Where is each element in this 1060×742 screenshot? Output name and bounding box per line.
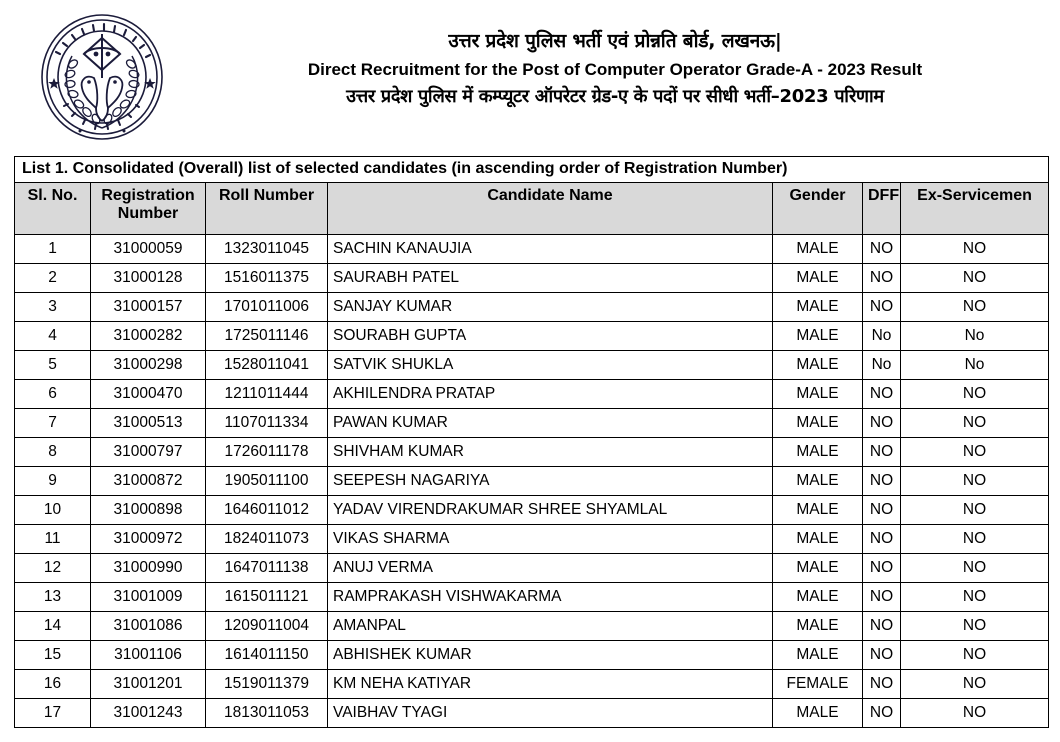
column-header-sl-no[interactable]: Sl. No. (15, 183, 91, 235)
cell-gender: MALE (773, 293, 863, 322)
cell-gender: MALE (773, 438, 863, 467)
cell-roll-number: 1614011150 (206, 641, 328, 670)
cell-gender: MALE (773, 583, 863, 612)
cell-gender: FEMALE (773, 670, 863, 699)
cell-dff: NO (863, 235, 901, 264)
table-head (15, 157, 1049, 235)
cell-ex-servicemen: No (901, 322, 1049, 351)
cell-gender: MALE (773, 264, 863, 293)
cell-registration: 31000059 (91, 235, 206, 264)
cell-roll-number: 1701011006 (206, 293, 328, 322)
cell-ex-servicemen: NO (901, 380, 1049, 409)
cell-dff: NO (863, 612, 901, 641)
cell-ex-servicemen: NO (901, 496, 1049, 525)
cell-ex-servicemen: NO (901, 235, 1049, 264)
cell-registration: 31000128 (91, 264, 206, 293)
cell-ex-servicemen: NO (901, 612, 1049, 641)
column-header-candidate-name[interactable]: Candidate Name (328, 183, 773, 235)
cell-ex-servicemen: NO (901, 670, 1049, 699)
cell-sl-no: 2 (15, 264, 91, 293)
cell-registration: 31000990 (91, 554, 206, 583)
table-row[interactable] (15, 322, 1049, 351)
cell-dff: NO (863, 467, 901, 496)
recruitment-title-english: Direct Recruitment for the Post of Computer Operator Grade-A - 2023 Result (307, 60, 923, 79)
cell-sl-no: 11 (15, 525, 91, 554)
cell-ex-servicemen: NO (901, 699, 1049, 728)
cell-roll-number: 1647011138 (206, 554, 328, 583)
table-row[interactable] (15, 293, 1049, 322)
cell-roll-number: 1725011146 (206, 322, 328, 351)
cell-sl-no: 17 (15, 699, 91, 728)
cell-dff: NO (863, 264, 901, 293)
column-header-dff[interactable]: DFF (863, 183, 901, 235)
cell-gender: MALE (773, 235, 863, 264)
cell-dff: NO (863, 670, 901, 699)
cell-sl-no: 9 (15, 467, 91, 496)
cell-gender: MALE (773, 351, 863, 380)
table-row[interactable] (15, 235, 1049, 264)
up-police-board-emblem (38, 12, 166, 142)
table-row[interactable] (15, 699, 1049, 728)
cell-registration: 31000157 (91, 293, 206, 322)
cell-dff: NO (863, 380, 901, 409)
cell-ex-servicemen: NO (901, 467, 1049, 496)
cell-roll-number: 1323011045 (206, 235, 328, 264)
cell-dff: NO (863, 496, 901, 525)
cell-ex-servicemen: NO (901, 264, 1049, 293)
cell-dff: NO (863, 699, 901, 728)
cell-sl-no: 4 (15, 322, 91, 351)
cell-dff: No (863, 351, 901, 380)
cell-gender: MALE (773, 322, 863, 351)
cell-gender: MALE (773, 496, 863, 525)
cell-dff: NO (863, 409, 901, 438)
cell-dff: No (863, 322, 901, 351)
cell-registration: 31000898 (91, 496, 206, 525)
cell-gender: MALE (773, 699, 863, 728)
cell-roll-number: 1516011375 (206, 264, 328, 293)
table-row[interactable] (15, 525, 1049, 554)
cell-sl-no: 6 (15, 380, 91, 409)
cell-roll-number: 1528011041 (206, 351, 328, 380)
cell-candidate-name: VAIBHAV TYAGI (328, 699, 773, 728)
cell-registration: 31001086 (91, 612, 206, 641)
table-row[interactable] (15, 409, 1049, 438)
cell-roll-number: 1726011178 (206, 438, 328, 467)
column-header-ex-servicemen[interactable]: Ex-Servicemen (901, 183, 1049, 235)
cell-ex-servicemen: NO (901, 583, 1049, 612)
cell-sl-no: 1 (15, 235, 91, 264)
cell-candidate-name: AKHILENDRA PRATAP (328, 380, 773, 409)
list-title-row (15, 157, 1049, 183)
table-row[interactable] (15, 438, 1049, 467)
cell-candidate-name: SEEPESH NAGARIYA (328, 467, 773, 496)
cell-gender: MALE (773, 409, 863, 438)
column-header-roll-number[interactable]: Roll Number (206, 183, 328, 235)
table-row[interactable] (15, 351, 1049, 380)
cell-sl-no: 14 (15, 612, 91, 641)
table-row[interactable] (15, 554, 1049, 583)
cell-ex-servicemen: NO (901, 409, 1049, 438)
cell-sl-no: 12 (15, 554, 91, 583)
cell-gender: MALE (773, 467, 863, 496)
cell-registration: 31000470 (91, 380, 206, 409)
cell-sl-no: 10 (15, 496, 91, 525)
cell-ex-servicemen: NO (901, 438, 1049, 467)
cell-candidate-name: AMANPAL (328, 612, 773, 641)
board-name-hindi: उत्तर प्रदेश पुलिस भर्ती एवं प्रोन्नति बोर्ड, लखनऊ| (448, 30, 782, 52)
recruitment-title-hindi: उत्तर प्रदेश पुलिस में कम्प्यूटर ऑपरेटर ग्रेड-ए के पदों पर सीधी भर्ती–2023 परिणाम (346, 86, 884, 107)
cell-registration: 31000513 (91, 409, 206, 438)
cell-sl-no: 13 (15, 583, 91, 612)
cell-candidate-name: RAMPRAKASH VISHWAKARMA (328, 583, 773, 612)
cell-roll-number: 1519011379 (206, 670, 328, 699)
column-header-gender[interactable]: Gender (773, 183, 863, 235)
cell-sl-no: 15 (15, 641, 91, 670)
cell-registration: 31000972 (91, 525, 206, 554)
cell-ex-servicemen: NO (901, 293, 1049, 322)
cell-registration: 31000797 (91, 438, 206, 467)
cell-candidate-name: PAWAN KUMAR (328, 409, 773, 438)
cell-sl-no: 8 (15, 438, 91, 467)
cell-gender: MALE (773, 554, 863, 583)
cell-sl-no: 16 (15, 670, 91, 699)
cell-candidate-name: YADAV VIRENDRAKUMAR SHREE SHYAMLAL (328, 496, 773, 525)
cell-roll-number: 1107011334 (206, 409, 328, 438)
cell-roll-number: 1905011100 (206, 467, 328, 496)
cell-dff: NO (863, 293, 901, 322)
cell-ex-servicemen: NO (901, 525, 1049, 554)
cell-dff: NO (863, 438, 901, 467)
cell-gender: MALE (773, 380, 863, 409)
cell-roll-number: 1824011073 (206, 525, 328, 554)
table-row[interactable] (15, 583, 1049, 612)
cell-roll-number: 1615011121 (206, 583, 328, 612)
table-body (15, 235, 1049, 728)
cell-dff: NO (863, 583, 901, 612)
cell-sl-no: 3 (15, 293, 91, 322)
cell-sl-no: 5 (15, 351, 91, 380)
cell-roll-number: 1209011004 (206, 612, 328, 641)
cell-roll-number: 1211011444 (206, 380, 328, 409)
cell-registration: 31000298 (91, 351, 206, 380)
cell-candidate-name: ABHISHEK KUMAR (328, 641, 773, 670)
cell-gender: MALE (773, 641, 863, 670)
result-table-region (14, 156, 1048, 728)
cell-ex-servicemen: No (901, 351, 1049, 380)
cell-ex-servicemen: NO (901, 641, 1049, 670)
cell-registration: 31001243 (91, 699, 206, 728)
cell-candidate-name: SATVIK SHUKLA (328, 351, 773, 380)
cell-candidate-name: SACHIN KANAUJIA (328, 235, 773, 264)
cell-dff: NO (863, 525, 901, 554)
cell-registration: 31000872 (91, 467, 206, 496)
cell-candidate-name: SAURABH PATEL (328, 264, 773, 293)
cell-ex-servicemen: NO (901, 554, 1049, 583)
table-row[interactable] (15, 641, 1049, 670)
table-row[interactable] (15, 670, 1049, 699)
cell-candidate-name: SHIVHAM KUMAR (328, 438, 773, 467)
cell-registration: 31001009 (91, 583, 206, 612)
table-row[interactable] (15, 467, 1049, 496)
cell-candidate-name: ANUJ VERMA (328, 554, 773, 583)
cell-gender: MALE (773, 525, 863, 554)
cell-registration: 31001201 (91, 670, 206, 699)
header-title-block (180, 0, 1050, 150)
cell-roll-number: 1646011012 (206, 496, 328, 525)
cell-dff: NO (863, 554, 901, 583)
table-row[interactable] (15, 496, 1049, 525)
table-row[interactable] (15, 612, 1049, 641)
cell-candidate-name: VIKAS SHARMA (328, 525, 773, 554)
result-table (14, 156, 1049, 728)
cell-candidate-name: SANJAY KUMAR (328, 293, 773, 322)
cell-candidate-name: SOURABH GUPTA (328, 322, 773, 351)
cell-registration: 31001106 (91, 641, 206, 670)
cell-gender: MALE (773, 612, 863, 641)
list-title: List 1. Consolidated (Overall) list of selected candidates (in ascending order of Registration Number) (15, 157, 1049, 183)
page-header (0, 0, 1060, 152)
table-row[interactable] (15, 264, 1049, 293)
column-header-registration-number[interactable]: Registration Number (91, 183, 206, 235)
table-row[interactable] (15, 380, 1049, 409)
cell-registration: 31000282 (91, 322, 206, 351)
column-header-row (15, 183, 1049, 235)
cell-candidate-name: KM NEHA KATIYAR (328, 670, 773, 699)
cell-roll-number: 1813011053 (206, 699, 328, 728)
cell-dff: NO (863, 641, 901, 670)
cell-sl-no: 7 (15, 409, 91, 438)
